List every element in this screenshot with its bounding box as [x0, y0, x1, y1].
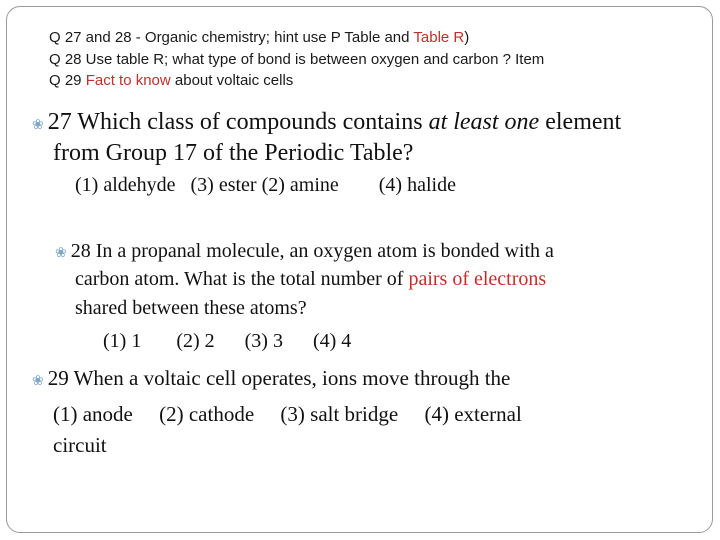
header-line-3-text: Q 29 — [49, 72, 86, 89]
q28-line-1 — [55, 240, 554, 263]
q27-text: 27 Which class of compounds contains — [47, 109, 429, 135]
header-line-3 — [49, 72, 293, 89]
q29-line-1 — [32, 366, 510, 391]
header-line-1-text: Q 27 and 28 - Organic chemistry; hint use P Table and — [49, 29, 414, 46]
q28-line-2-text: carbon atom. What is the total number of — [75, 268, 409, 290]
bullet-icon: ❀ — [55, 246, 67, 261]
q27-text-end: element — [539, 109, 622, 135]
q27-emphasis: at least one — [428, 109, 540, 135]
q27-line-2: from Group 17 of the Periodic Table? — [53, 140, 414, 166]
q29-text: 29 When a voltaic cell operates, ions move through the — [47, 366, 511, 390]
header-line-1-highlight: Table R — [413, 29, 465, 46]
header-line-2: Q 28 Use table R; what type of bond is between oxygen and carbon ? Item — [49, 51, 545, 68]
header-line-1-end: ) — [464, 29, 470, 46]
q27-choices: (1) aldehyde (3) ester (2) amine (4) halide — [75, 174, 456, 196]
q28-text: 28 In a propanal molecule, an oxygen atom is bonded with a — [70, 240, 554, 262]
q27-line-1 — [32, 109, 621, 136]
q28-line-2 — [75, 268, 546, 291]
q28-line-3: shared between these atoms? — [75, 297, 307, 319]
header-line-3-highlight: Fact to know — [85, 72, 171, 89]
bullet-icon: ❀ — [32, 118, 44, 133]
q29-line-2: (1) anode (2) cathode (3) salt bridge (4) external — [53, 402, 522, 426]
q28-choices: (1) 1 (2) 2 (3) 3 (4) 4 — [103, 330, 352, 352]
header-line-1 — [49, 29, 469, 46]
q29-line-3: circuit — [53, 433, 107, 457]
header-line-3-end: about voltaic cells — [170, 72, 294, 89]
bullet-icon: ❀ — [32, 374, 44, 389]
q28-highlight: pairs of electrons — [408, 268, 547, 290]
